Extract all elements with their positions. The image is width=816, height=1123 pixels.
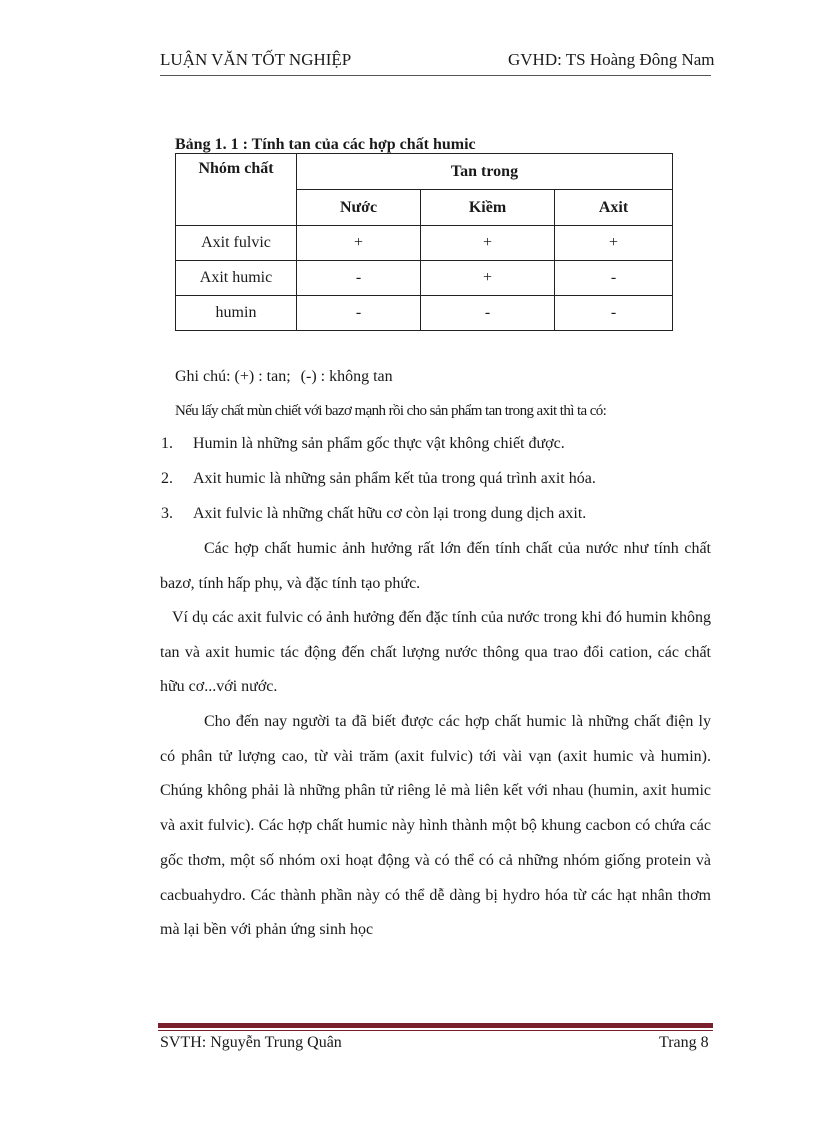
list-text: Humin là những sản phẩm gốc thực vật không chiết được. bbox=[193, 435, 565, 452]
table-cell: - bbox=[555, 296, 673, 331]
table-caption: Bảng 1. 1 : Tính tan của các hợp chất humic bbox=[175, 136, 476, 153]
list-item bbox=[161, 432, 596, 467]
paragraph-humic-structure: Cho đến nay người ta đã biết được các hợp chất humic là những chất điện ly có phân tử lượng cao, từ vài trăm (axit fulvic) tới vài vạn (axit humic và humin). Chúng không phải là những phân tử riêng lẻ mà liên kết với nhau (humin, axit humic và axit fulvic). Các hợp chất humic này hình thành một bộ khung cacbon có chứa các gốc thơm, một số nhóm oxi hoạt động và có thể có cả những nhóm giống protein và cacbuahydro. Các thành phần này có thể dễ dàng bị hydro hóa từ các hạt nhân thơm mà lại bền với phản ứng sinh học bbox=[160, 713, 711, 939]
header-advisor: GVHD: TS Hoàng Đông Nam bbox=[508, 50, 715, 69]
table-row bbox=[176, 261, 673, 296]
table-cell: + bbox=[297, 226, 421, 261]
table-header-group: Nhóm chất bbox=[176, 154, 297, 226]
note-text: (-) : không tan bbox=[300, 368, 393, 385]
solubility-table bbox=[175, 153, 673, 331]
table-cell: - bbox=[555, 261, 673, 296]
table-row-label: Axit humic bbox=[176, 261, 297, 296]
paragraph-humic-influence: Các hợp chất humic ảnh hưởng rất lớn đến tính chất của nước như tính chất bazơ, tính hấp phụ, và đặc tính tạo phức. bbox=[160, 540, 711, 592]
table-cell: + bbox=[421, 261, 555, 296]
list-item bbox=[161, 467, 596, 502]
table-row-label: Axit fulvic bbox=[176, 226, 297, 261]
table-row bbox=[176, 226, 673, 261]
paragraph-example: Ví dụ các axit fulvic có ảnh hưởng đến đặc tính của nước trong khi đó humin không tan và axit humic tác động đến chất lượng nước thông qua trao đổi cation, các chất hữu cơ...với nước. bbox=[160, 609, 711, 696]
table-cell: + bbox=[421, 226, 555, 261]
list-number: 1. bbox=[161, 435, 173, 452]
header-divider bbox=[160, 75, 711, 76]
numbered-list bbox=[161, 432, 596, 537]
intro-sentence: Nếu lấy chất mùn chiết với bazơ mạnh rồi cho sản phẩm tan trong axit thì ta có: bbox=[175, 403, 607, 419]
footer-divider-thin bbox=[158, 1030, 713, 1031]
table-cell: + bbox=[555, 226, 673, 261]
table-column-header: Axit bbox=[555, 190, 673, 226]
list-number: 3. bbox=[161, 505, 173, 522]
table-cell: - bbox=[421, 296, 555, 331]
table-header-span: Tan trong bbox=[297, 154, 673, 190]
table-row-label: humin bbox=[176, 296, 297, 331]
footer-divider-thick bbox=[158, 1023, 713, 1028]
footer-page-number: Trang 8 bbox=[659, 1034, 709, 1051]
note-label: Ghi chú: (+) : tan; bbox=[175, 368, 291, 385]
list-text: Axit humic là những sản phẩm kết tủa trong quá trình axit hóa. bbox=[193, 470, 596, 487]
table-row bbox=[176, 296, 673, 331]
table-cell: - bbox=[297, 261, 421, 296]
table-note bbox=[175, 368, 393, 386]
list-number: 2. bbox=[161, 470, 173, 487]
footer-student: SVTH: Nguyễn Trung Quân bbox=[160, 1034, 342, 1051]
header-thesis-title: LUẬN VĂN TỐT NGHIỆP bbox=[160, 50, 352, 69]
list-text: Axit fulvic là những chất hữu cơ còn lại trong dung dịch axit. bbox=[193, 505, 587, 522]
table-column-header: Nước bbox=[297, 190, 421, 226]
table-cell: - bbox=[297, 296, 421, 331]
table-column-header: Kiềm bbox=[421, 190, 555, 226]
